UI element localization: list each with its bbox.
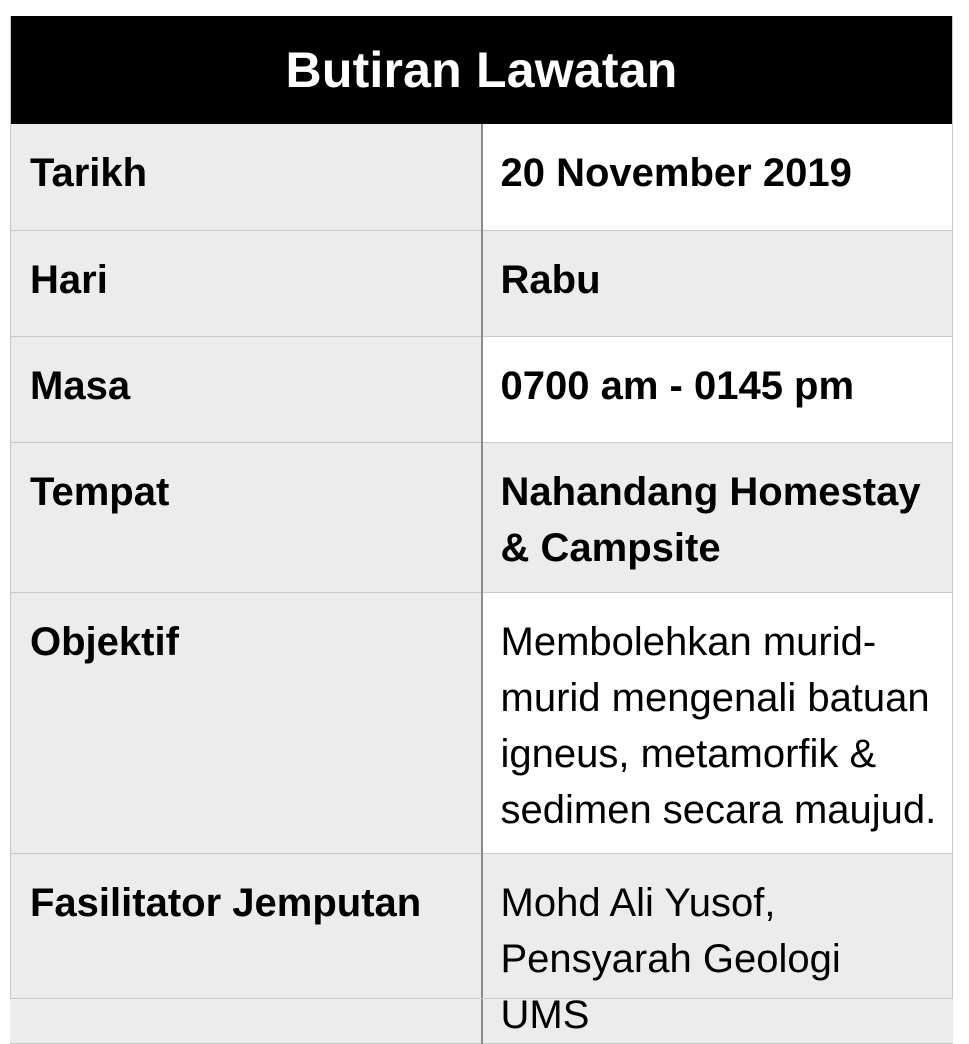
table-row-tempat [10,442,953,592]
table-title: Butiran Lawatan [10,16,953,124]
row-label-masa: Masa [10,336,482,442]
visit-details-table [10,16,953,1044]
table-row-masa [10,336,953,442]
table-header-row [10,16,953,124]
row-value-tempat: Nahandang Homestay & Campsite [482,442,954,592]
row-label-fasilitator: Fasilitator Jemputan [10,853,482,1043]
row-label-tempat: Tempat [10,442,482,592]
row-value-objektif: Membolehkan murid-murid mengenali batuan igneus, metamorfik & sedimen secara maujud. [482,592,954,853]
row-value-masa: 0700 am - 0145 pm [482,336,954,442]
row-label-tarikh: Tarikh [10,124,482,230]
table-row-objektif [10,592,953,853]
table-row-fasilitator [10,853,953,1043]
row-value-hari: Rabu [482,230,954,336]
row-label-hari: Hari [10,230,482,336]
row-value-tarikh: 20 November 2019 [482,124,954,230]
table-row-hari [10,230,953,336]
table-row-tarikh [10,124,953,230]
row-label-objektif: Objektif [10,592,482,853]
row-value-fasilitator: Mohd Ali Yusof, Pensyarah Geologi UMS [482,853,954,1043]
